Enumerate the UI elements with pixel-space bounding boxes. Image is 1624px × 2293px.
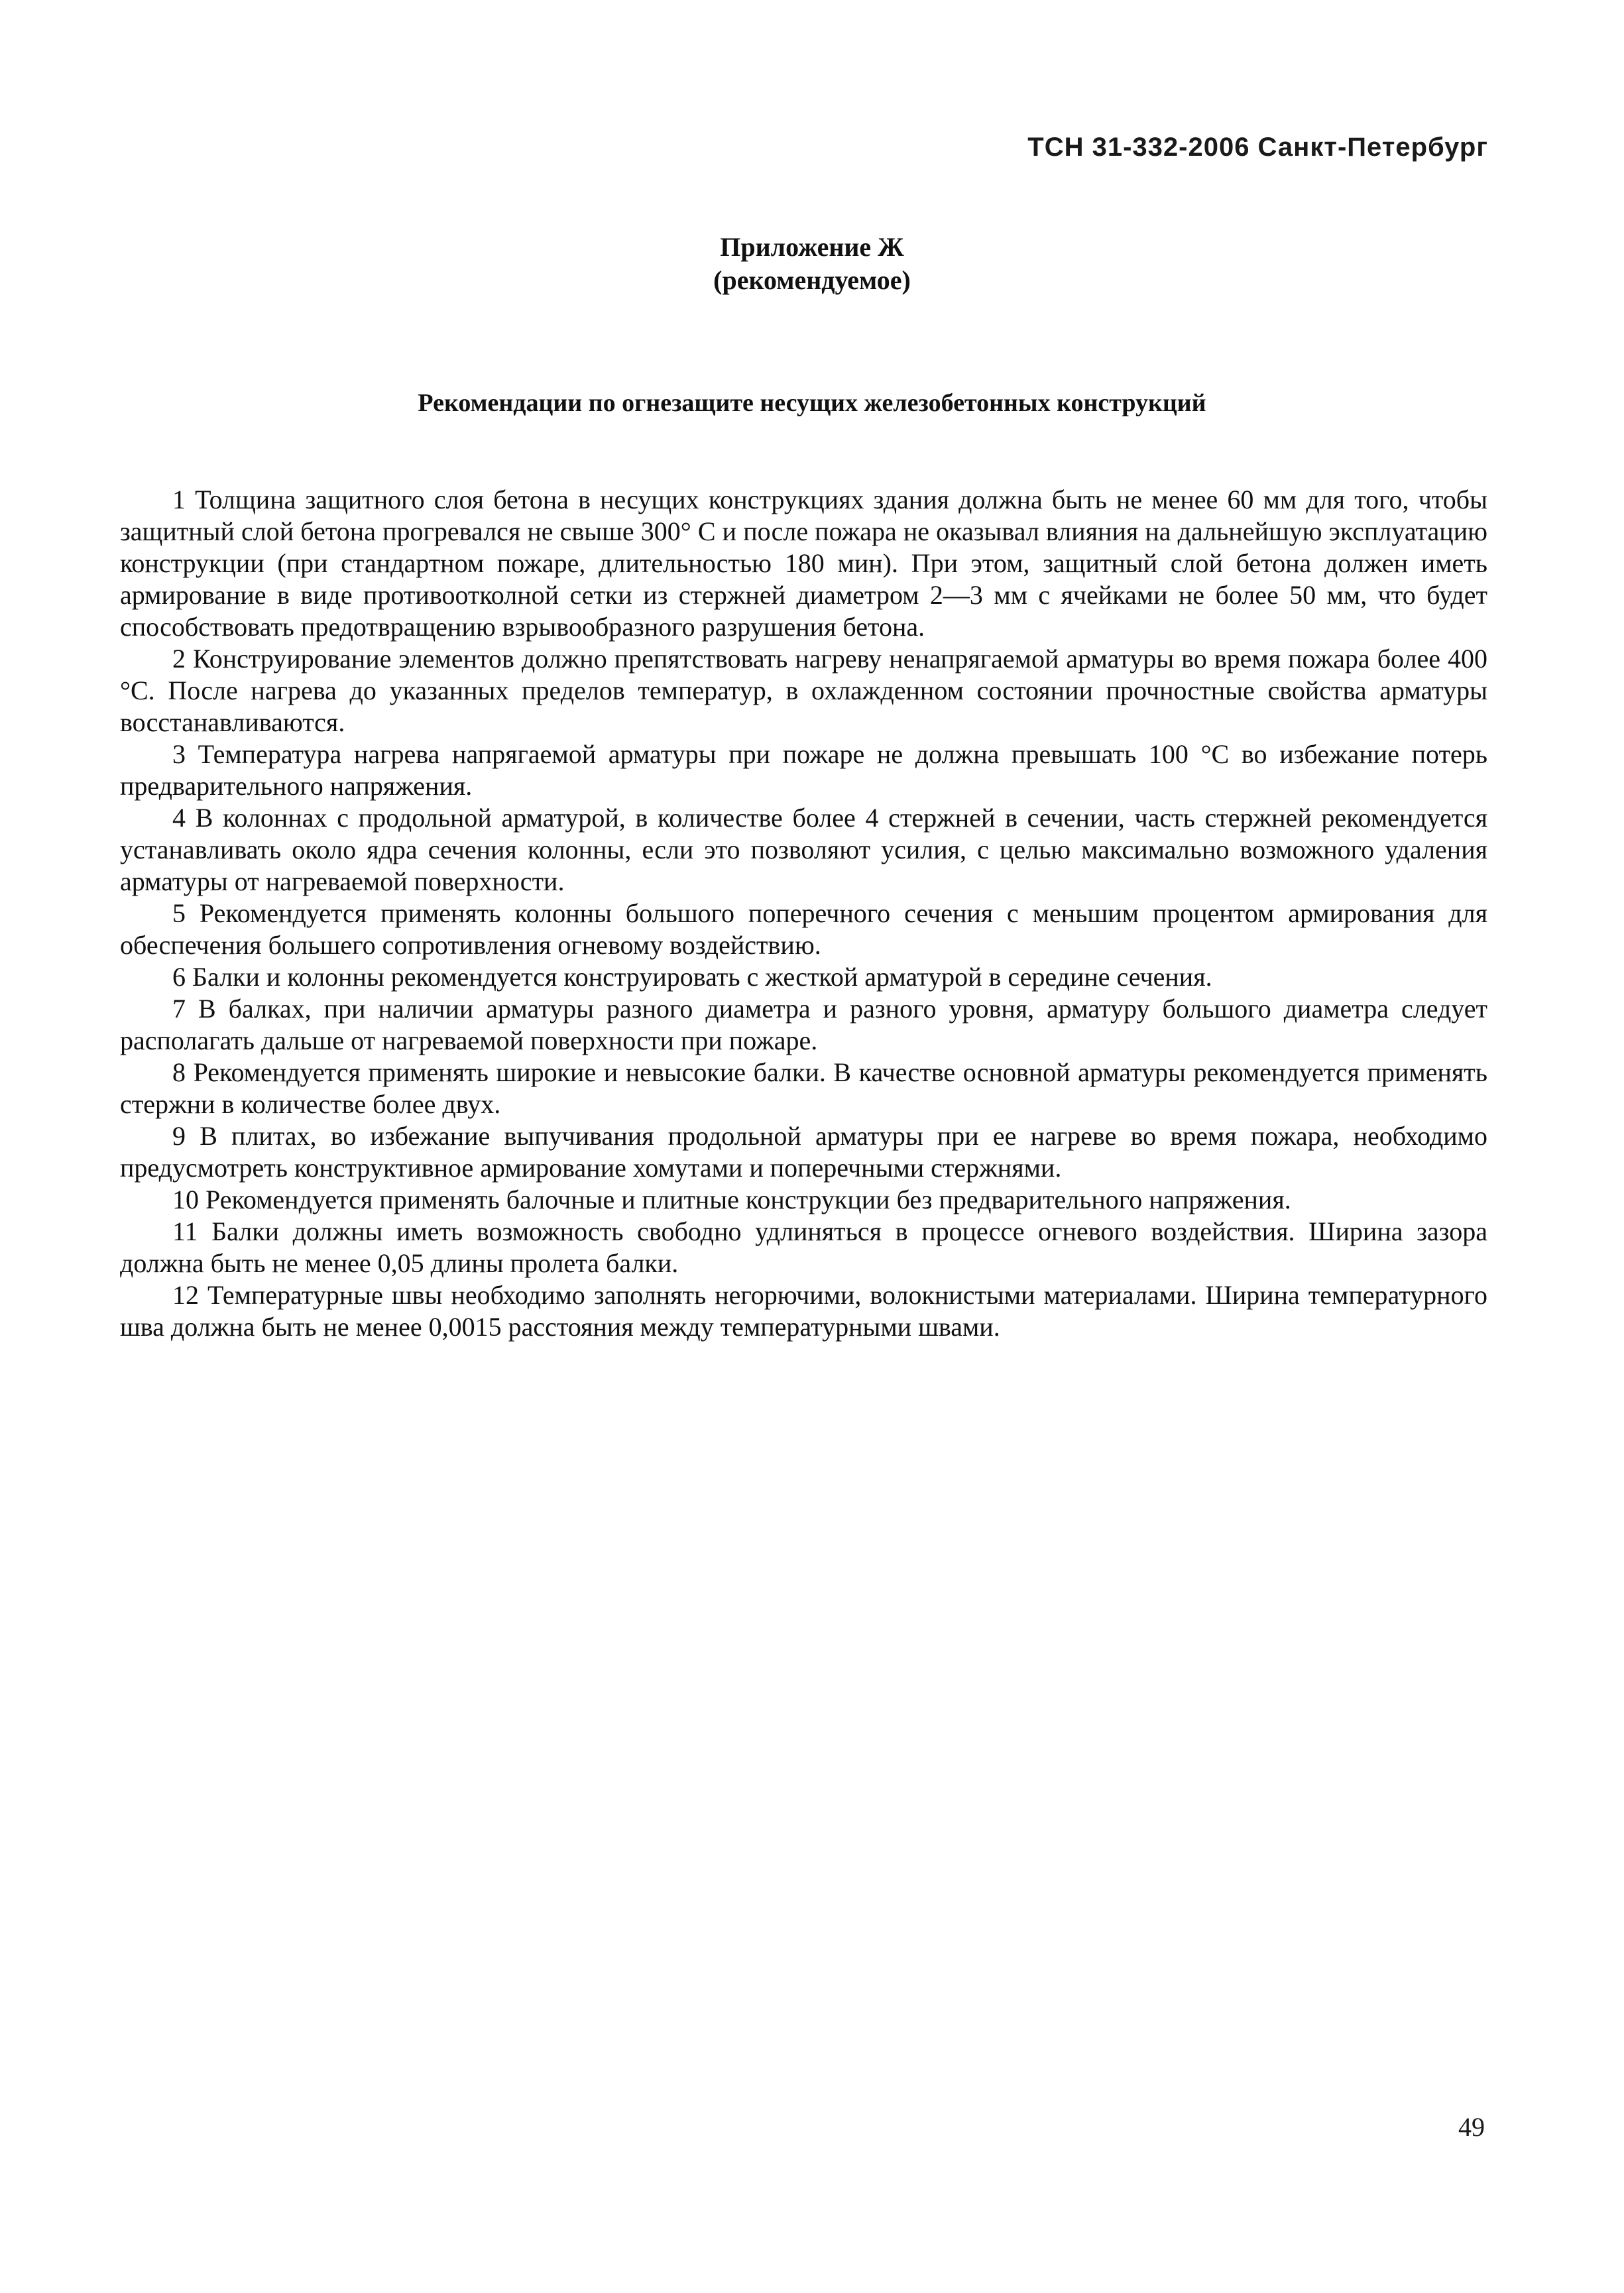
body-text [120, 484, 1487, 1343]
appendix-status: (рекомендуемое) [713, 265, 911, 295]
paragraph-3: 3 Температура нагрева напрягаемой арматуры при пожаре не должна превышать 100 °С во избежание потерь предварительного напряжения. [120, 739, 1487, 801]
page-number: 49 [1458, 2112, 1485, 2142]
paragraph-5: 5 Рекомендуется применять колонны большого поперечного сечения с меньшим процентом армирования для обеспечения большего сопротивления огневому воздействию. [120, 898, 1487, 960]
paragraph-11: 11 Балки должны иметь возможность свободно удлиняться в процессе огневого воздействия. Ширина зазора должна быть не менее 0,05 длины пролета балки. [120, 1216, 1487, 1278]
paragraph-12: 12 Температурные швы необходимо заполнять негорючими, волокнистыми материалами. Ширина температурного шва должна быть не менее 0,0015 расстояния между температурными швами. [120, 1280, 1487, 1342]
appendix-title: Приложение Ж [720, 232, 904, 262]
paragraph-7: 7 В балках, при наличии арматуры разного диаметра и разного уровня, арматуру большого диаметра следует располагать дальше от нагреваемой поверхности при пожаре. [120, 994, 1487, 1055]
paragraph-9: 9 В плитах, во избежание выпучивания продольной арматуры при ее нагреве во время пожара, необходимо предусмотреть конструктивное армирование хомутами и поперечными стержнями. [120, 1121, 1487, 1183]
paragraph-1: 1 Толщина защитного слоя бетона в несущих конструкциях здания должна быть не менее 60 мм для того, чтобы защитный слой бетона прогревался не свыше 300° С и после пожара не оказывал влияния на дальнейшую эксплуатацию конструкции (при стандартном пожаре, длительностью 180 мин). При этом, защитный слой бетона должен иметь армирование в виде противоотколной сетки из стержней диаметром 2—3 мм с ячейками не более 50 мм, что будет способствовать предотвращению взрывообразного разрушения бетона. [120, 485, 1487, 642]
paragraph-10: 10 Рекомендуется применять балочные и плитные конструкции без предварительного напряжения. [172, 1185, 1291, 1214]
paragraph-2: 2 Конструирование элементов должно препятствовать нагреву ненапрягаемой арматуры во время пожара более 400 °С. После нагрева до указанных пределов температур, в охлажденном состоянии прочностные свойства арматуры восстанавливаются. [120, 644, 1487, 737]
paragraph-6: 6 Балки и колонны рекомендуется конструировать с жесткой арматурой в середине сечения. [172, 962, 1212, 992]
document-code-header: ТСН 31-332-2006 Санкт-Петербург [1027, 133, 1488, 162]
appendix-heading [0, 231, 1624, 297]
paragraph-4: 4 В колоннах с продольной арматурой, в количестве более 4 стержней в сечении, часть стержней рекомендуется устанавливать около ядра сечения колонны, если это позволяют усилия, с целью максимально возможного удаления арматуры от нагреваемой поверхности. [120, 803, 1487, 896]
paragraph-8: 8 Рекомендуется применять широкие и невысокие балки. В качестве основной арматуры рекомендуется применять стержни в количестве более двух. [120, 1057, 1487, 1119]
section-title: Рекомендации по огнезащите несущих железобетонных конструкций [418, 389, 1206, 417]
